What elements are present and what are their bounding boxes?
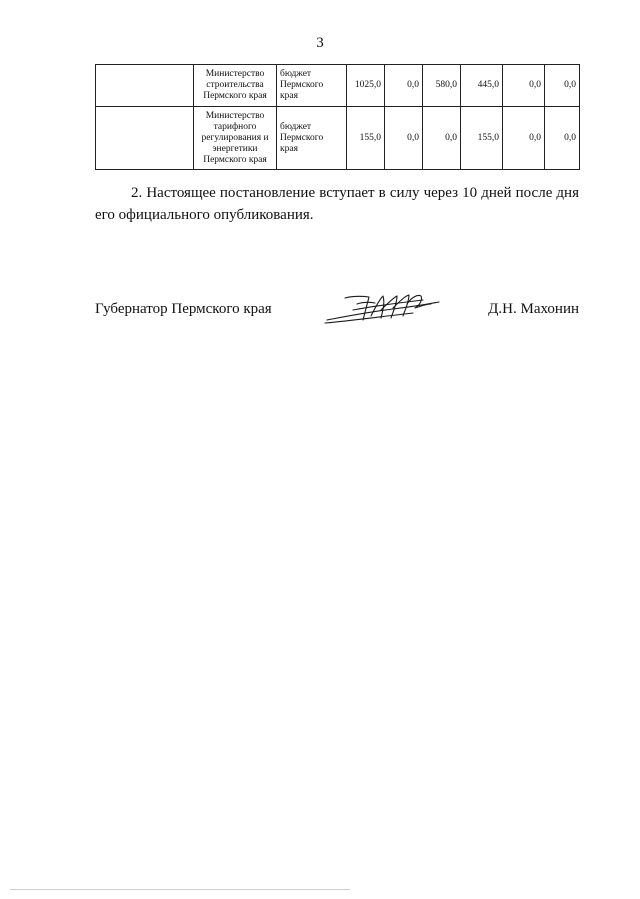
table-cell-value: 0,0 <box>503 65 545 107</box>
table-cell-value: 0,0 <box>385 107 423 170</box>
table-cell-value: 0,0 <box>545 65 580 107</box>
table-row <box>96 65 580 107</box>
table-cell-value: 155,0 <box>461 107 503 170</box>
table-cell-value: 0,0 <box>385 65 423 107</box>
table-cell-value: 0,0 <box>503 107 545 170</box>
budget-table <box>95 64 580 170</box>
signatory-title: Губернатор Пермского края <box>95 301 272 317</box>
signatory-name: Д.Н. Махонин <box>488 301 579 317</box>
table-cell-empty <box>96 65 194 107</box>
table-cell-empty <box>96 107 194 170</box>
page-number: 3 <box>316 35 324 51</box>
table-cell-source: бюджет Пермского края <box>277 65 347 107</box>
table-cell-value: 0,0 <box>545 107 580 170</box>
handwritten-signature <box>323 290 443 330</box>
table-cell-ministry: Министерство тарифного регулирования и энергетики Пермского края <box>194 107 277 170</box>
table-cell-value: 445,0 <box>461 65 503 107</box>
signature-block <box>95 296 579 336</box>
effective-date-paragraph: 2. Настоящее постановление вступает в силу через 10 дней после дня его официального опубликования. <box>95 185 579 223</box>
table-cell-ministry: Министерство строительства Пермского края <box>194 65 277 107</box>
table-cell-value: 155,0 <box>347 107 385 170</box>
table-cell-value: 1025,0 <box>347 65 385 107</box>
table-cell-source: бюджет Пермского края <box>277 107 347 170</box>
footer-divider <box>10 889 350 890</box>
table-cell-value: 0,0 <box>423 107 461 170</box>
table-row <box>96 107 580 170</box>
table-cell-value: 580,0 <box>423 65 461 107</box>
